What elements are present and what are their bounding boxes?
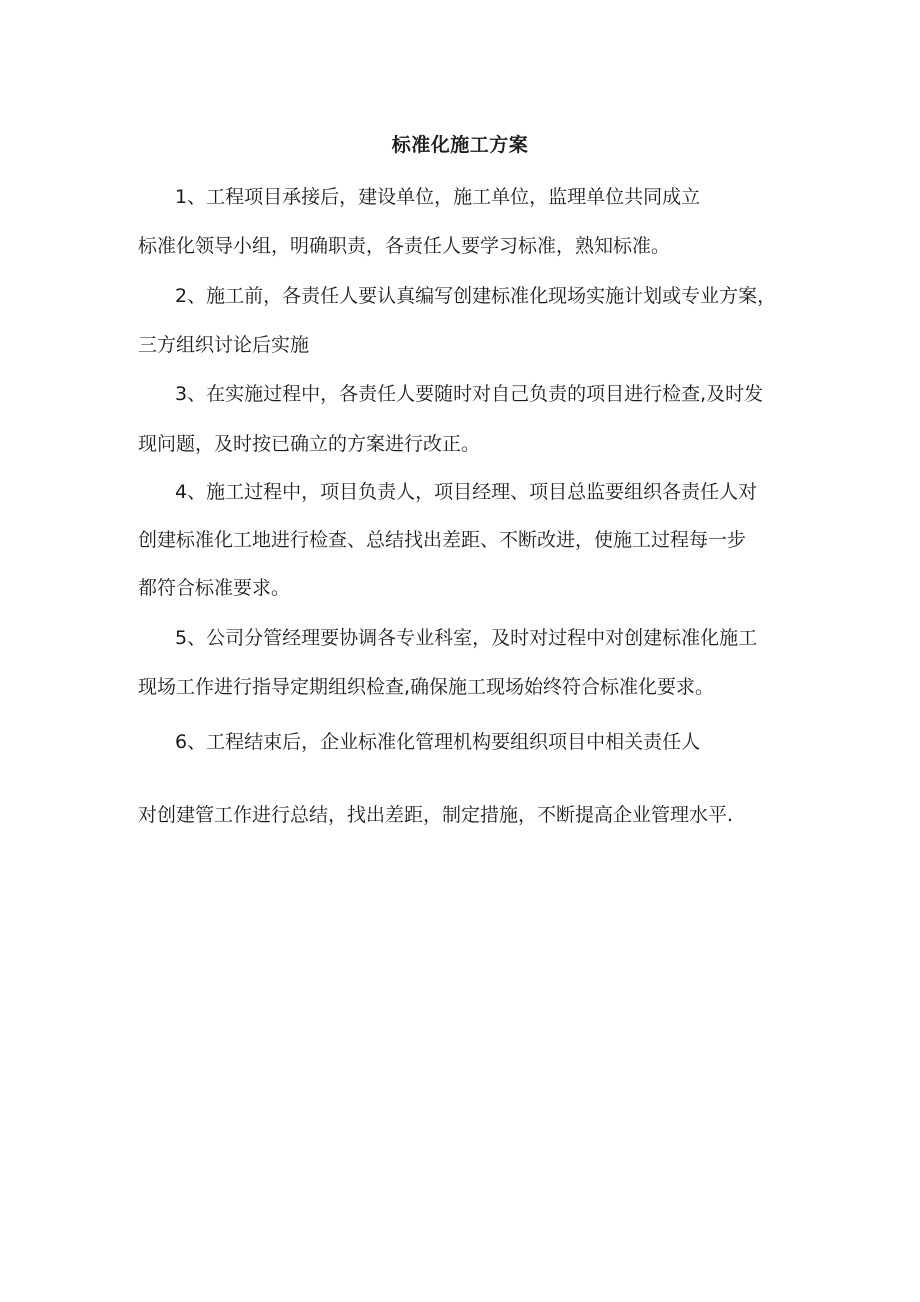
item-1-line-1: 1、工程项目承接后，建设单位，施工单位，监理单位共同成立	[175, 186, 701, 208]
item-2-line-1: 2、施工前，各责任人要认真编写创建标准化现场实施计划或专业方案，	[175, 285, 777, 307]
item-5-line-1: 5、公司分管经理要协调各专业科室，及时对过程中对创建标准化施工	[175, 627, 758, 649]
item-4-line-1: 4、施工过程中，项目负责人，项目经理、项目总监要组织各责任人对	[175, 481, 758, 503]
item-5-line-2: 现场工作进行指导定期组织检查,确保施工现场始终符合标准化要求。	[138, 676, 715, 698]
document-title: 标准化施工方案	[391, 134, 529, 156]
item-6-line-2: 对创建管工作进行总结，找出差距，制定措施，不断提高企业管理水平.	[138, 804, 734, 826]
item-4-line-3: 都符合标准要求。	[138, 577, 291, 599]
item-4-line-2: 创建标准化工地进行检查、总结找出差距、不断改进，使施工过程每一步	[138, 529, 747, 551]
item-1-line-2: 标准化领导小组，明确职责，各责任人要学习标准，熟知标准。	[138, 235, 671, 257]
item-6-line-1: 6、工程结束后，企业标准化管理机构要组织项目中相关责任人	[175, 731, 701, 753]
item-2-line-2: 三方组织讨论后实施	[138, 334, 310, 356]
item-3-line-1: 3、在实施过程中，各责任人要随时对自己负责的项目进行检查,及时发	[175, 383, 764, 405]
item-3-line-2: 现问题，及时按已确立的方案进行改正。	[138, 433, 481, 455]
